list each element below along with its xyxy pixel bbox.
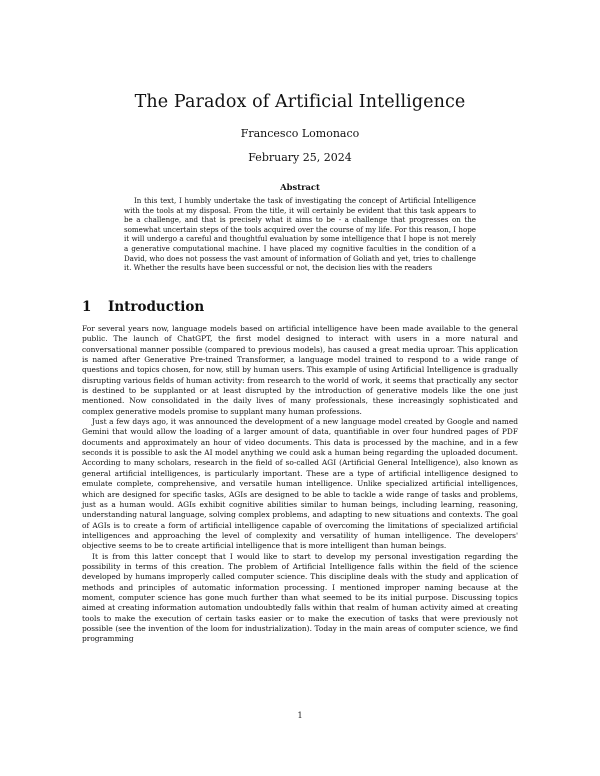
paragraph: Just a few days ago, it was announced the development of a new language model created by Google and named Gemini that would allow the loading of a larger amount of data, quantifiable in over four hundred pages of PDF documents and approximately an hour of video documents. This data is processed by the machine, and in a few seconds it is possible to ask the AI model anything we could ask a human being regarding the uploaded document. According to many scholars, research in the field of so-called AGI (Artificial General Intelligence), also known as general artificial intelligences, is particularly important. These are a type of artificial intelligence designed to emulate complete, comprehensive, and versatile human intelligence. Unlike specialized artificial intelligences, which are designed for specific tasks, AGIs are designed to be able to tackle a wide range of tasks and problems, just as a human would. AGIs exhibit cognitive abilities similar to human beings, including learning, reasoning, understanding natural language, solving complex problems, and adapting to new situations and contexts. The goal of AGIs is to create a form of artificial intelligence capable of overcoming the limitations of specialized artificial intelligences and approaching the level of complexity and versatility of human intelligence. The developers' objective seems to be to create artificial intelligence that is more intelligent than human beings. [82, 417, 518, 551]
publication-date: February 25, 2024 [248, 151, 352, 164]
page-number: 1 [297, 711, 303, 720]
section-number: 1 [82, 299, 92, 315]
paragraph: For several years now, language models based on artificial intelligence have been made available to the general public. The launch of ChatGPT, the first model designed to interact with users in a more natural and conversational manner possible (compared to previous models), has caused a great media uproar. This application is named after Generative Pre-trained Transformer, a language model trained to respond to a wide range of questions and topics chosen, for now, still by human users. This example of using Artificial Intelligence is gradually disrupting various fields of human activity: from research to the world of work, it seems that practically any sector is destined to be supplanted or at least disrupted by the introduction of generative models like the one just mentioned. Now consolidated in the daily lives of many professionals, these increasingly sophisticated and complex generative models promise to supplant many human professions. [82, 324, 518, 416]
abstract-text: In this text, I humbly undertake the task of investigating the concept of Artificial Intelligence with the tools at my disposal. From the title, it will certainly be evident that this task appears to be a challenge, and that is precisely what it aims to be - a challenge that progresses on the somewhat uncertain steps of the tools acquired over the course of my life. For this reason, I hope it will undergo a careful and thoughtful evaluation by some intelligence that I hope is not merely a generative computational machine. I have placed my cognitive faculties in the condition of a David, who does not possess the vast amount of information of Goliath and yet, tries to challenge it. Whether the results have been successful or not, the decision lies with the readers [124, 196, 476, 273]
author-name: Francesco Lomonaco [240, 127, 360, 140]
paragraph: It is from this latter concept that I would like to start to develop my personal investigation regarding the possibility in terms of this creation. The problem of Artificial Intelligence falls within the field of the science developed by humans improperly called computer science. This discipline deals with the study and application of methods and principles of automatic information processing. I mentioned improper naming because at the moment, computer science has gone much further than what seemed to be its initial purpose. Discussing topics aimed at creating information automation undoubtedly falls within that realm of human activity aimed at creating tools to make the execution of certain tasks easier or to make the execution of tasks that were previously not possible (see the invention of the loom for industrialization). Today in the main areas of computer science, we find programming [82, 551, 518, 644]
abstract-heading: Abstract [280, 182, 320, 192]
body-text [82, 324, 518, 645]
section-title: Introduction [108, 299, 205, 315]
section-heading [82, 299, 522, 315]
paper-title: The Paradox of Artificial Intelligence [134, 92, 466, 112]
